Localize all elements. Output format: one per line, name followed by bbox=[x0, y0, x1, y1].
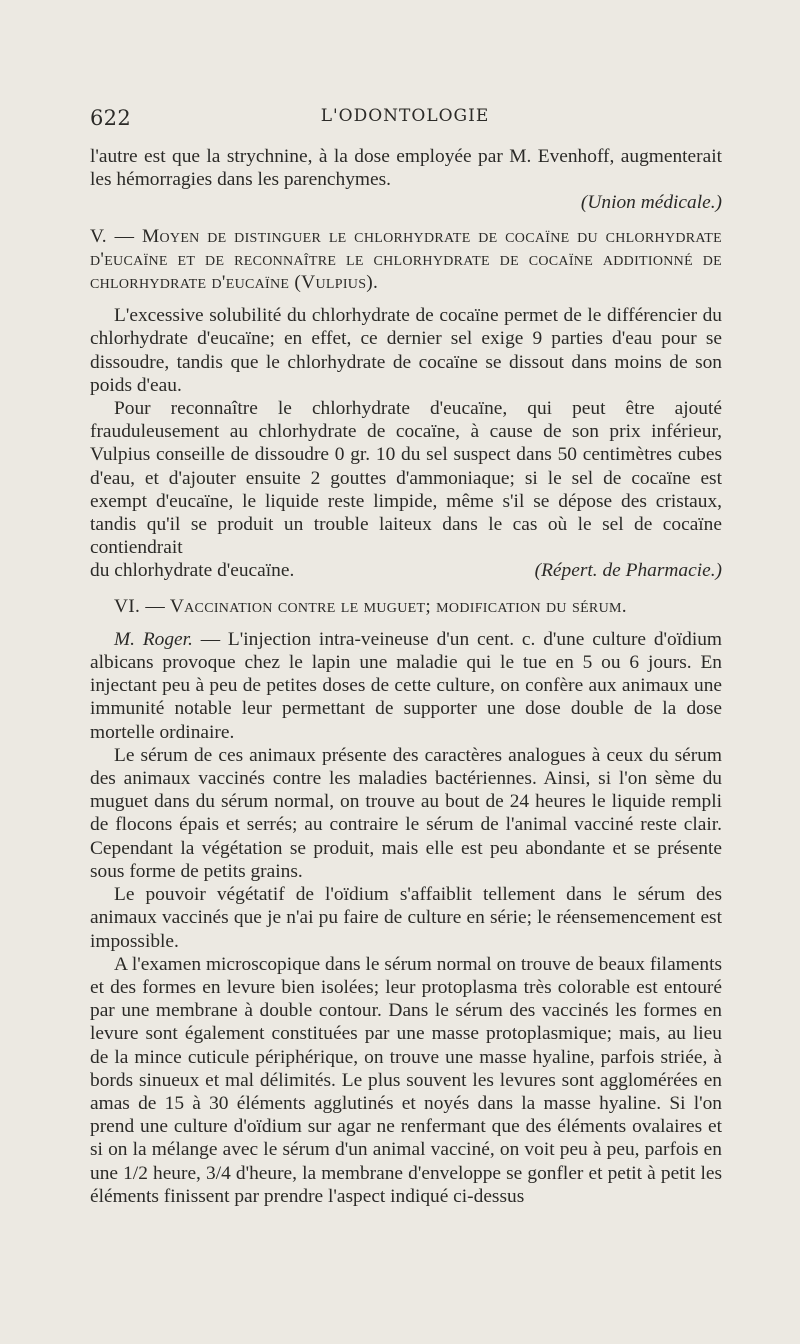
section-heading-v: V. — Moyen de distinguer le chlorhydrate de cocaïne du chlorhydrate d'eucaïne et de reconnaître le chlorhydrate de cocaïne additionné de chlorhydrate d'eucaïne (Vulpius). bbox=[90, 225, 722, 294]
source-citation bbox=[90, 191, 722, 214]
page-number: 622 bbox=[90, 106, 131, 130]
paragraph: L'excessive solubilité du chlorhydrate de cocaïne permet de le différencier du chlorhydrate d'eucaïne; en effet, ce dernier sel exige 9 parties d'eau pour se dissoudre, tandis que le chlorhydrate de cocaïne se dissout dans moins de son poids d'eau. bbox=[90, 305, 722, 396]
paragraph-continuation: l'autre est que la strychnine, à la dose employée par M. Evenhoff, augmenterait les hémorragies dans les parenchymes. bbox=[90, 146, 722, 191]
paragraph-last-line bbox=[90, 559, 722, 582]
paragraph: Le sérum de ces animaux présente des caractères analogues à ceux du sérum des animaux vaccinés contre les maladies bactériennes. Ainsi, si l'on sème du muguet dans du sérum normal, on trouve au bout de 24 heures le liquide rempli de flocons épais et serrés; au contraire le sérum de l'animal vacciné reste clair. Cependant la végétation se produit, mais elle est peu abondante et se présente sous forme de petits grains. bbox=[90, 744, 722, 882]
paragraph: A l'examen microscopique dans le sérum normal on trouve de beaux filaments et des formes en levure bien isolées; leur protoplasma très colorable est entouré par une membrane à double contour. Dans le sérum des vaccinés les formes en levure sont également constituées par une masse protoplasmique; mais, au lieu de la mince cuticule périphérique, on trouve une masse hyaline, parfois striée, à bords sinueux et mal délimités. Le plus souvent les levures sont agglomérées en amas de 15 à 30 éléments agglutinés et noyés dans la masse hyaline. Si l'on prend une culture d'oïdium sur agar ne renfermant que des éléments ovalaires et si on la mélange avec le sérum d'un animal vacciné, on voit peu à peu, parfois en une 1/2 heure, 3/4 d'heure, la membrane d'enveloppe se gonfler et petit à petit les éléments finissent par prendre l'aspect indiqué ci-dessus bbox=[90, 953, 722, 1207]
paragraph-tail: du chlorhydrate d'eucaïne. bbox=[90, 560, 295, 582]
paragraph: Pour reconnaître le chlorhydrate d'eucaïne, qui peut être ajouté frauduleusement au chlorhydrate de cocaïne, à cause de son prix inférieur, Vulpius conseille de dissoudre 0 gr. 10 du sel suspect dans 50 centimètres cubes d'eau, et d'ajouter ensuite 2 gouttes d'ammoniaque; si le sel de cocaïne est exempt d'eucaïne, le liquide reste limpide, même s'il se dépose des cristaux, tandis qu'il se produit un trouble laiteux dans le cas où le sel de cocaïne contiendrait bbox=[90, 398, 722, 559]
source-union-medicale: (Union médicale.) bbox=[580, 192, 722, 214]
paragraph bbox=[90, 628, 722, 744]
source-repert-pharmacie: (Répert. de Pharmacie.) bbox=[534, 560, 722, 582]
paragraph-text: — L'injection intra-veineuse d'un cent. c. d'une culture d'oïdium albicans provoque chez le lapin une maladie qui le tue en 5 ou 6 jours. En injectant peu à peu de petites doses de cette culture, on confère aux animaux une immunité notable leur permettant de supporter une dose double de la dose mortelle ordinaire. bbox=[90, 628, 722, 743]
page-header bbox=[90, 106, 720, 136]
text-body bbox=[90, 145, 722, 1208]
author-name: M. Roger. bbox=[114, 628, 193, 650]
section-heading-vi: VI. — Vaccination contre le muguet; modification du sérum. bbox=[114, 595, 627, 617]
paragraph: Le pouvoir végétatif de l'oïdium s'affaiblit tellement dans le sérum des animaux vaccinés que je n'ai pu faire de culture en série; le réensemencement est impossible. bbox=[90, 884, 722, 952]
running-title: L'ODONTOLOGIE bbox=[320, 106, 490, 126]
